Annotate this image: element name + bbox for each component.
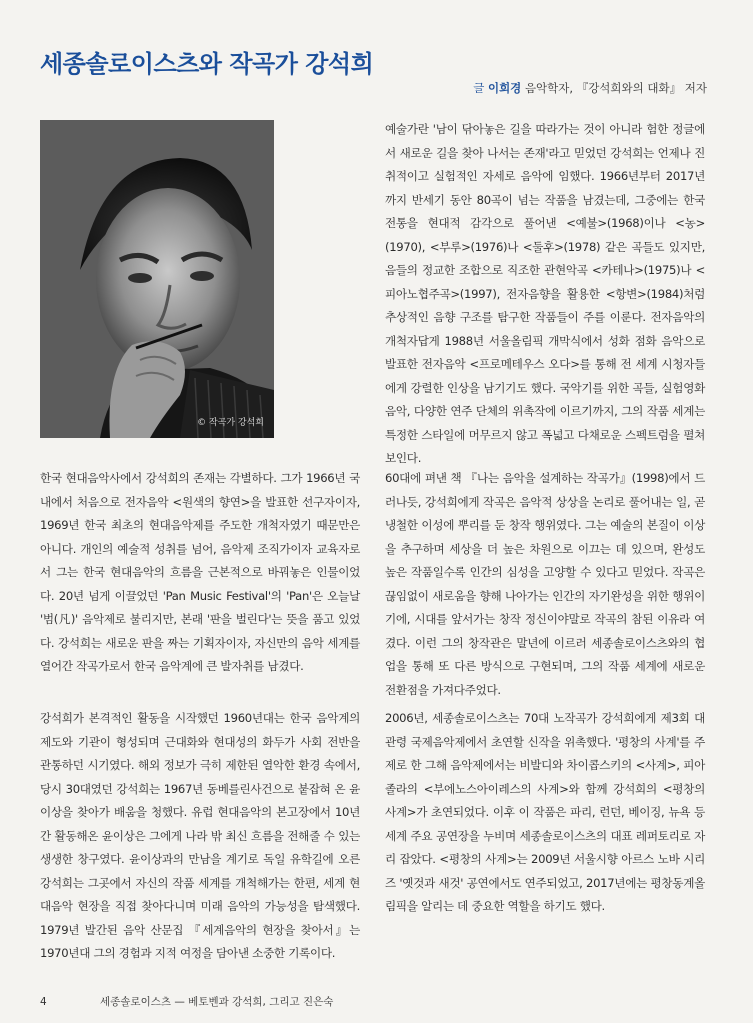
article-column-right-1	[385, 118, 705, 471]
article-column-right-3	[385, 707, 705, 919]
article-column-left-1	[40, 467, 360, 679]
paragraph-intro: 한국 현대음악사에서 강석희의 존재는 각별하다. 그가 1966년 국내에서 처음으로 전자음악 <원색의 향연>을 발표한 선구자이자, 1969년 한국 최초의 현대음악제를 주도한 개척자였기 때문만은 아니다. 개인의 예술적 성취를 넘어, 음악제 조직가이자 교육자로서 그는 한국 현대음악의 흐름을 근본적으로 바꿔놓은 인물이었다. 20년 넘게 이끌었던 'Pan Music Festival'의 'Pan'은 오늘날 '범(凡)' 음악제로 불리지만, 본래 '판을 벌린다'는 뜻을 품고 있었다. 강석희는 새로운 판을 짜는 기획자이자, 자신만의 음악 세계를 열어간 작곡가로서 한국 음악계에 큰 발자취를 남겼다.	[40, 471, 360, 673]
page-title: 세종솔로이스츠와 작곡가 강석희	[40, 50, 374, 79]
article-column-right-2	[385, 467, 705, 702]
publication-title: 세종솔로이스츠 — 베토벤과 강석희, 그리고 진은숙	[100, 996, 334, 1008]
byline-label: 글	[473, 81, 485, 95]
paragraph-pyeongchang: 2006년, 세종솔로이스츠는 70대 노작곡가 강석희에게 제3회 대관령 국제음악제에서 초연할 신작을 위촉했다. '평창의 사계'를 주제로 한 그해 음악제에서는 비발디와 차이콥스키의 <사계>, 피아졸라의 <부에노스아이레스의 사계>와 함께 강석희의 <평창의 사계>가 초연되었다. 이후 이 작품은 파리, 런던, 베이징, 뉴욕 등 세계 주요 공연장을 누비며 세종솔로이스츠의 대표 레퍼토리로 자리 잡았다. <평창의 사계>는 2009년 서울시향 아르스 노바 시리즈 '옛것과 새것' 공연에서도 연주되었고, 2017년에는 평창동계올림픽을 알리는 데 중요한 역할을 하기도 했다.	[385, 711, 705, 913]
byline-role: 음악학자, 『강석희와의 대화』 저자	[524, 81, 707, 95]
page-number: 4	[40, 996, 47, 1008]
byline-author: 이희경	[487, 81, 522, 95]
page-footer	[40, 994, 333, 1009]
article-column-left-2	[40, 707, 360, 966]
paragraph-composition-philosophy: 60대에 펴낸 책 『나는 음악을 설계하는 작곡가』(1998)에서 드러나듯, 강석희에게 작곡은 음악적 상상을 논리로 풀어내는 일, 곧 냉철한 이성에 뿌리를 둔 창작 행위였다. 그는 예술의 본질이 이상을 추구하며 세상을 더 높은 차원으로 이끄는 데 있으며, 완성도 높은 작품일수록 인간의 심성을 고양할 수 있다고 믿었다. 작곡은 끊임없이 새로움을 향해 나아가는 인간의 자기완성을 위한 행위이기에, 시대를 앞서가는 창작 정신이야말로 작곡의 참된 이유라 여겼다. 이런 그의 창작관은 말년에 이르러 세종솔로이스츠와의 협업을 통해 또 다른 방식으로 구현되며, 그의 작품 세계에 새로운 전환점을 가져다주었다.	[385, 471, 705, 697]
portrait-illustration	[40, 120, 274, 438]
composer-portrait-photo	[40, 120, 274, 438]
paragraph-artistic-path: 예술가란 '남이 닦아놓은 길을 따라가는 것이 아니라 험한 정글에서 새로운 길을 찾아 나서는 존재'라고 믿었던 강석희는 언제나 진취적이고 실험적인 자세로 음악에 임했다. 1966년부터 2017년까지 반세기 동안 80곡이 넘는 작품을 남겼는데, 그중에는 한국 전통을 현대적 감각으로 풀어낸 <예불>(1968)이나 <농>(1970), <부루>(1976)나 <둘후>(1978) 같은 곡들도 있지만, 음들의 정교한 조합으로 직조한 관현악곡 <카테나>(1975)나 <피아노협주곡>(1997), 전자음향을 활용한 <항변>(1984)처럼 추상적인 음향 구조를 탐구한 작품들이 주를 이룬다. 전자음악의 개척자답게 1988년 서울올림픽 개막식에서 성화 점화 음악으로 발표한 전자음악 <프로메테우스 오다>를 통해 전 세계 시청자들에게 강렬한 인상을 남기기도 했다. 국악기를 위한 곡들, 실험영화 음악, 다양한 연주 단체의 위촉작에 이르기까지, 그의 작품 세계는 특정한 스타일에 머무르지 않고 폭넓고 다채로운 스펙트럼을 펼쳐 보인다.	[385, 122, 705, 465]
paragraph-1960s: 강석희가 본격적인 활동을 시작했던 1960년대는 한국 음악계의 제도와 기관이 형성되며 근대화와 현대성의 화두가 사회 전반을 관통하던 시기였다. 해외 정보가 극히 제한된 열악한 환경 속에서, 당시 30대였던 강석희는 1967년 동베를린사건으로 붙잡혀 온 윤이상을 찾아가 배움을 청했다. 유럽 현대음악의 본고장에서 10년간 활동해온 윤이상은 그에게 나라 밖 최신 흐름을 전해줄 수 있는 생생한 창구였다. 윤이상과의 만남을 계기로 독일 유학길에 오른 강석희는 그곳에서 자신의 작품 세계를 개척해가는 한편, 세계 현대음악 현장을 직접 찾아다니며 미래 음악의 가능성을 탐색했다. 1979년 발간된 음악 산문집 『세계음악의 현장을 찾아서』는 1970년대 그의 경험과 지적 여정을 담아낸 소중한 기록이다.	[40, 711, 360, 960]
photo-credit: © 작곡가 강석희	[197, 418, 264, 428]
byline	[473, 80, 707, 96]
